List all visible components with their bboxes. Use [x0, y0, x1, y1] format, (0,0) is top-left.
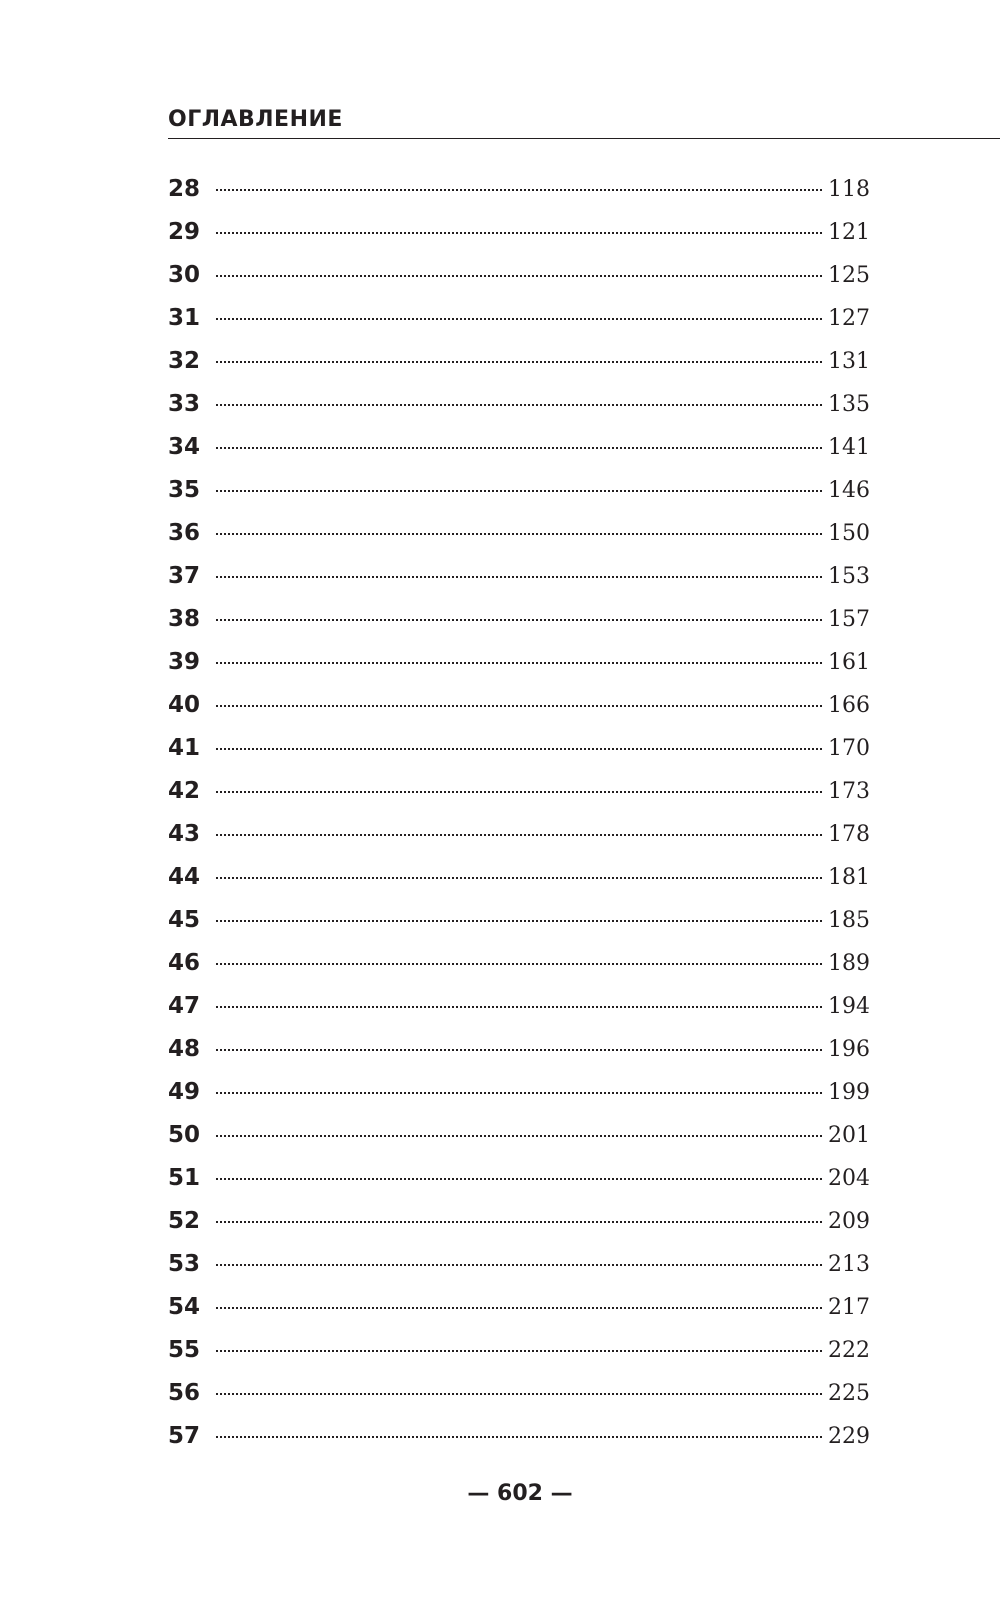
toc-dot-leader [216, 705, 822, 707]
toc-entry[interactable] [168, 340, 870, 383]
toc-entry[interactable] [168, 985, 870, 1028]
toc-entry[interactable] [168, 469, 870, 512]
toc-page-number: 181 [828, 865, 870, 890]
toc-page-number: 194 [828, 994, 870, 1019]
page-title: ОГЛАВЛЕНИЕ [168, 107, 343, 132]
toc-entry[interactable] [168, 641, 870, 684]
toc-dot-leader [216, 791, 822, 793]
toc-entry[interactable] [168, 942, 870, 985]
toc-entry[interactable] [168, 1114, 870, 1157]
toc-dot-leader [216, 877, 822, 879]
toc-chapter-number: 36 [168, 520, 201, 546]
toc-dot-leader [216, 1221, 822, 1223]
toc-chapter-number: 29 [168, 219, 201, 245]
toc-chapter-number: 53 [168, 1251, 201, 1277]
toc-dot-leader [216, 920, 822, 922]
toc-page-number: 199 [828, 1080, 870, 1105]
toc-chapter-number: 50 [168, 1122, 201, 1148]
toc-entry[interactable] [168, 512, 870, 555]
toc-entry[interactable] [168, 1329, 870, 1372]
toc-page-number: 118 [828, 177, 870, 202]
toc-entry[interactable] [168, 297, 870, 340]
toc-entry[interactable] [168, 899, 870, 942]
toc-page-number: 178 [828, 822, 870, 847]
toc-chapter-number: 43 [168, 821, 201, 847]
toc-entry[interactable] [168, 813, 870, 856]
toc-page-number: 125 [828, 263, 870, 288]
toc-dot-leader [216, 533, 822, 535]
toc-page-number: 121 [828, 220, 870, 245]
toc-chapter-number: 40 [168, 692, 201, 718]
toc-page-number: 135 [828, 392, 870, 417]
toc-entry[interactable] [168, 168, 870, 211]
toc-entry[interactable] [168, 254, 870, 297]
toc-chapter-number: 45 [168, 907, 201, 933]
toc-page-number: 213 [828, 1252, 870, 1277]
toc-entry[interactable] [168, 598, 870, 641]
toc-chapter-number: 47 [168, 993, 201, 1019]
toc-dot-leader [216, 1393, 822, 1395]
toc-chapter-number: 49 [168, 1079, 201, 1105]
toc-chapter-number: 35 [168, 477, 201, 503]
toc-entry[interactable] [168, 1200, 870, 1243]
toc-entry[interactable] [168, 727, 870, 770]
toc-entry[interactable] [168, 1157, 870, 1200]
toc-page-number: 161 [828, 650, 870, 675]
toc-chapter-number: 33 [168, 391, 201, 417]
toc-dot-leader [216, 834, 822, 836]
toc-entry[interactable] [168, 770, 870, 813]
toc-dot-leader [216, 1436, 822, 1438]
toc-chapter-number: 41 [168, 735, 201, 761]
toc-dot-leader [216, 232, 822, 234]
toc-page-number: 173 [828, 779, 870, 804]
toc-chapter-number: 32 [168, 348, 201, 374]
toc-dot-leader [216, 748, 822, 750]
toc-entry[interactable] [168, 1071, 870, 1114]
toc-page-number: 225 [828, 1381, 870, 1406]
toc-entry[interactable] [168, 856, 870, 899]
toc-dot-leader [216, 490, 822, 492]
toc-dot-leader [216, 1264, 822, 1266]
toc-dot-leader [216, 576, 822, 578]
toc-entry[interactable] [168, 211, 870, 254]
toc-chapter-number: 52 [168, 1208, 201, 1234]
toc-dot-leader [216, 361, 822, 363]
toc-dot-leader [216, 189, 822, 191]
toc-chapter-number: 56 [168, 1380, 201, 1406]
toc-dot-leader [216, 1350, 822, 1352]
toc-page-number: 229 [828, 1424, 870, 1449]
toc-dot-leader [216, 1135, 822, 1137]
toc-chapter-number: 30 [168, 262, 201, 288]
toc-page-number: 222 [828, 1338, 870, 1363]
toc-dot-leader [216, 1006, 822, 1008]
toc-chapter-number: 48 [168, 1036, 201, 1062]
toc-chapter-number: 44 [168, 864, 201, 890]
toc-chapter-number: 42 [168, 778, 201, 804]
toc-chapter-number: 46 [168, 950, 201, 976]
toc-dot-leader [216, 404, 822, 406]
toc-page-number: 153 [828, 564, 870, 589]
toc-page-number: 204 [828, 1166, 870, 1191]
header-rule [168, 138, 1000, 139]
toc-chapter-number: 51 [168, 1165, 201, 1191]
toc-page-number: 209 [828, 1209, 870, 1234]
toc-entry[interactable] [168, 1286, 870, 1329]
toc-page-number: 146 [828, 478, 870, 503]
toc-page-number: 157 [828, 607, 870, 632]
toc-page-number: 196 [828, 1037, 870, 1062]
toc-chapter-number: 28 [168, 176, 201, 202]
toc-page-number: 189 [828, 951, 870, 976]
toc-entry[interactable] [168, 1372, 870, 1415]
toc-page-number: 166 [828, 693, 870, 718]
toc-dot-leader [216, 1307, 822, 1309]
toc-dot-leader [216, 1092, 822, 1094]
toc-dot-leader [216, 275, 822, 277]
toc-entry[interactable] [168, 1415, 870, 1458]
toc-list [168, 168, 870, 1458]
toc-page-number: 150 [828, 521, 870, 546]
toc-page-number: 170 [828, 736, 870, 761]
toc-entry[interactable] [168, 426, 870, 469]
toc-entry[interactable] [168, 1028, 870, 1071]
toc-page-number: 217 [828, 1295, 870, 1320]
toc-page-number: 131 [828, 349, 870, 374]
toc-page-number: 185 [828, 908, 870, 933]
toc-chapter-number: 54 [168, 1294, 201, 1320]
toc-dot-leader [216, 1049, 822, 1051]
toc-entry[interactable] [168, 684, 870, 727]
toc-dot-leader [216, 447, 822, 449]
toc-dot-leader [216, 963, 822, 965]
toc-page-number: 127 [828, 306, 870, 331]
toc-dot-leader [216, 1178, 822, 1180]
toc-chapter-number: 57 [168, 1423, 201, 1449]
toc-dot-leader [216, 318, 822, 320]
toc-dot-leader [216, 619, 822, 621]
page-number: — 602 — [467, 1481, 573, 1506]
toc-entry[interactable] [168, 383, 870, 426]
toc-chapter-number: 38 [168, 606, 201, 632]
toc-entry[interactable] [168, 1243, 870, 1286]
toc-chapter-number: 37 [168, 563, 201, 589]
toc-chapter-number: 31 [168, 305, 201, 331]
toc-chapter-number: 55 [168, 1337, 201, 1363]
toc-page-number: 141 [828, 435, 870, 460]
toc-entry[interactable] [168, 555, 870, 598]
toc-chapter-number: 34 [168, 434, 201, 460]
toc-dot-leader [216, 662, 822, 664]
toc-chapter-number: 39 [168, 649, 201, 675]
toc-page-number: 201 [828, 1123, 870, 1148]
